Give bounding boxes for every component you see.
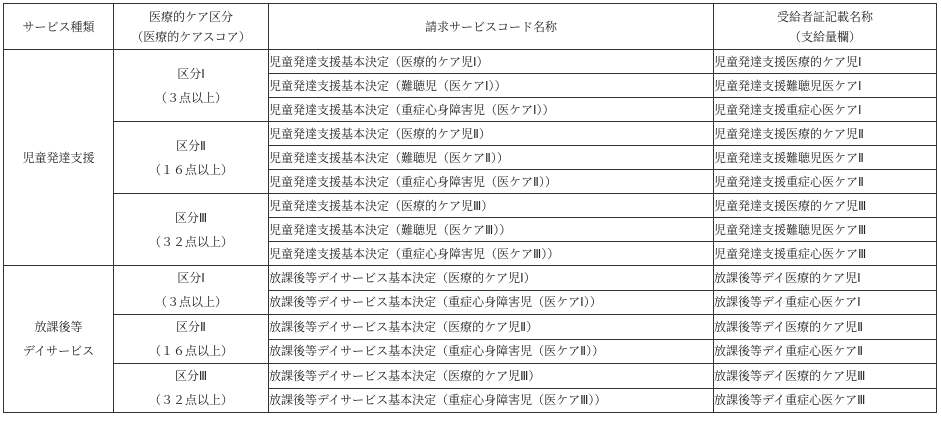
cert-name-cell: 放課後等デイ重症心医ケアⅢ: [714, 388, 937, 413]
cert-name-cell: 放課後等デイ医療的ケア児Ⅰ: [714, 266, 937, 291]
billing-code-cell: 放課後等デイサービス基本決定（重症心身障害児（医ケアⅡ））: [269, 339, 714, 364]
service-type-cell: [4, 50, 114, 266]
division-score: （３点以上）: [154, 295, 227, 309]
cert-name-cell: 放課後等デイ重症心医ケアⅠ: [714, 290, 937, 315]
division-score: （３点以上）: [154, 90, 227, 105]
division-score: （１６点以上）: [148, 162, 233, 177]
header-billing-code-name: [269, 4, 714, 50]
division-cell: [114, 266, 269, 315]
billing-code-cell: 放課後等デイサービス基本決定（医療的ケア児Ⅱ）: [269, 315, 714, 340]
service-code-table: [3, 3, 937, 413]
cert-name-cell: 児童発達支援医療的ケア児Ⅱ: [714, 122, 937, 146]
billing-code-cell: 放課後等デイサービス基本決定（重症心身障害児（医ケアⅠ））: [269, 290, 714, 315]
table-row: [4, 122, 937, 146]
table-row: [4, 266, 937, 291]
division-cell: [114, 194, 269, 266]
division-cell: [114, 122, 269, 194]
header-division: [114, 4, 269, 50]
cert-name-cell: 児童発達支援医療的ケア児Ⅲ: [714, 194, 937, 218]
division-label: 区分Ⅲ: [174, 369, 208, 383]
division-label: 区分Ⅱ: [176, 138, 206, 153]
billing-code-cell: 児童発達支援基本決定（難聴児（医ケアⅢ））: [269, 218, 714, 242]
division-label: 区分Ⅰ: [177, 271, 205, 285]
billing-code-cell: 児童発達支援基本決定（医療的ケア児Ⅲ）: [269, 194, 714, 218]
cert-name-cell: 児童発達支援難聴児医ケアⅢ: [714, 218, 937, 242]
table-row: [4, 315, 937, 340]
cert-name-cell: 児童発達支援医療的ケア児Ⅰ: [714, 50, 937, 74]
division-score: （１６点以上）: [148, 344, 233, 358]
billing-code-cell: 放課後等デイサービス基本決定（医療的ケア児Ⅲ）: [269, 364, 714, 389]
division-cell: [114, 315, 269, 364]
header-cert-name-label: 受給者証記載名称: [776, 9, 873, 24]
division-score: （３２点以上）: [148, 393, 233, 407]
billing-code-cell: 児童発達支援基本決定（難聴児（医ケアⅠ））: [269, 74, 714, 98]
billing-code-cell: 児童発達支援基本決定（医療的ケア児Ⅱ）: [269, 122, 714, 146]
billing-code-cell: 児童発達支援基本決定（重症心身障害児（医ケアⅠ））: [269, 98, 714, 122]
table-row: [4, 50, 937, 74]
billing-code-cell: 児童発達支援基本決定（医療的ケア児Ⅰ）: [269, 50, 714, 74]
table-row: [4, 194, 937, 218]
header-division-label: 医療的ケア区分: [148, 9, 233, 24]
header-service-type-label: サービス種類: [22, 19, 95, 34]
division-label: 区分Ⅰ: [177, 66, 205, 81]
cert-name-cell: 児童発達支援重症心医ケアⅠ: [714, 98, 937, 122]
billing-code-cell: 放課後等デイサービス基本決定（医療的ケア児Ⅰ）: [269, 266, 714, 291]
cert-name-cell: 放課後等デイ医療的ケア児Ⅲ: [714, 364, 937, 389]
cert-name-cell: 児童発達支援重症心医ケアⅢ: [714, 242, 937, 266]
division-cell: [114, 50, 269, 122]
cert-name-cell: 児童発達支援難聴児医ケアⅠ: [714, 74, 937, 98]
header-row: [4, 4, 937, 50]
cert-name-cell: 放課後等デイ医療的ケア児Ⅱ: [714, 315, 937, 340]
billing-code-cell: 児童発達支援基本決定（重症心身障害児（医ケアⅢ））: [269, 242, 714, 266]
service-type-label: 放課後等: [34, 320, 83, 334]
billing-code-cell: 児童発達支援基本決定（難聴児（医ケアⅡ））: [269, 146, 714, 170]
header-service-type: [4, 4, 114, 50]
service-type-label: デイサービス: [22, 344, 95, 358]
table-row: [4, 364, 937, 389]
division-label: 区分Ⅲ: [174, 210, 208, 225]
service-type-label: 児童発達支援: [22, 151, 95, 165]
division-score: （３２点以上）: [148, 234, 233, 249]
division-cell: [114, 364, 269, 413]
header-division-sublabel: （医療的ケアスコア）: [131, 29, 251, 44]
billing-code-cell: 放課後等デイサービス基本決定（重症心身障害児（医ケアⅢ））: [269, 388, 714, 413]
header-cert-name: [714, 4, 937, 50]
header-cert-name-sublabel: （支給量欄）: [788, 29, 861, 44]
cert-name-cell: 放課後等デイ重症心医ケアⅡ: [714, 339, 937, 364]
cert-name-cell: 児童発達支援難聴児医ケアⅡ: [714, 146, 937, 170]
service-type-cell: [4, 266, 114, 413]
header-billing-code-name-label: 請求サービスコード名称: [424, 19, 557, 34]
billing-code-cell: 児童発達支援基本決定（重症心身障害児（医ケアⅡ））: [269, 170, 714, 194]
division-label: 区分Ⅱ: [176, 320, 206, 334]
cert-name-cell: 児童発達支援重症心医ケアⅡ: [714, 170, 937, 194]
